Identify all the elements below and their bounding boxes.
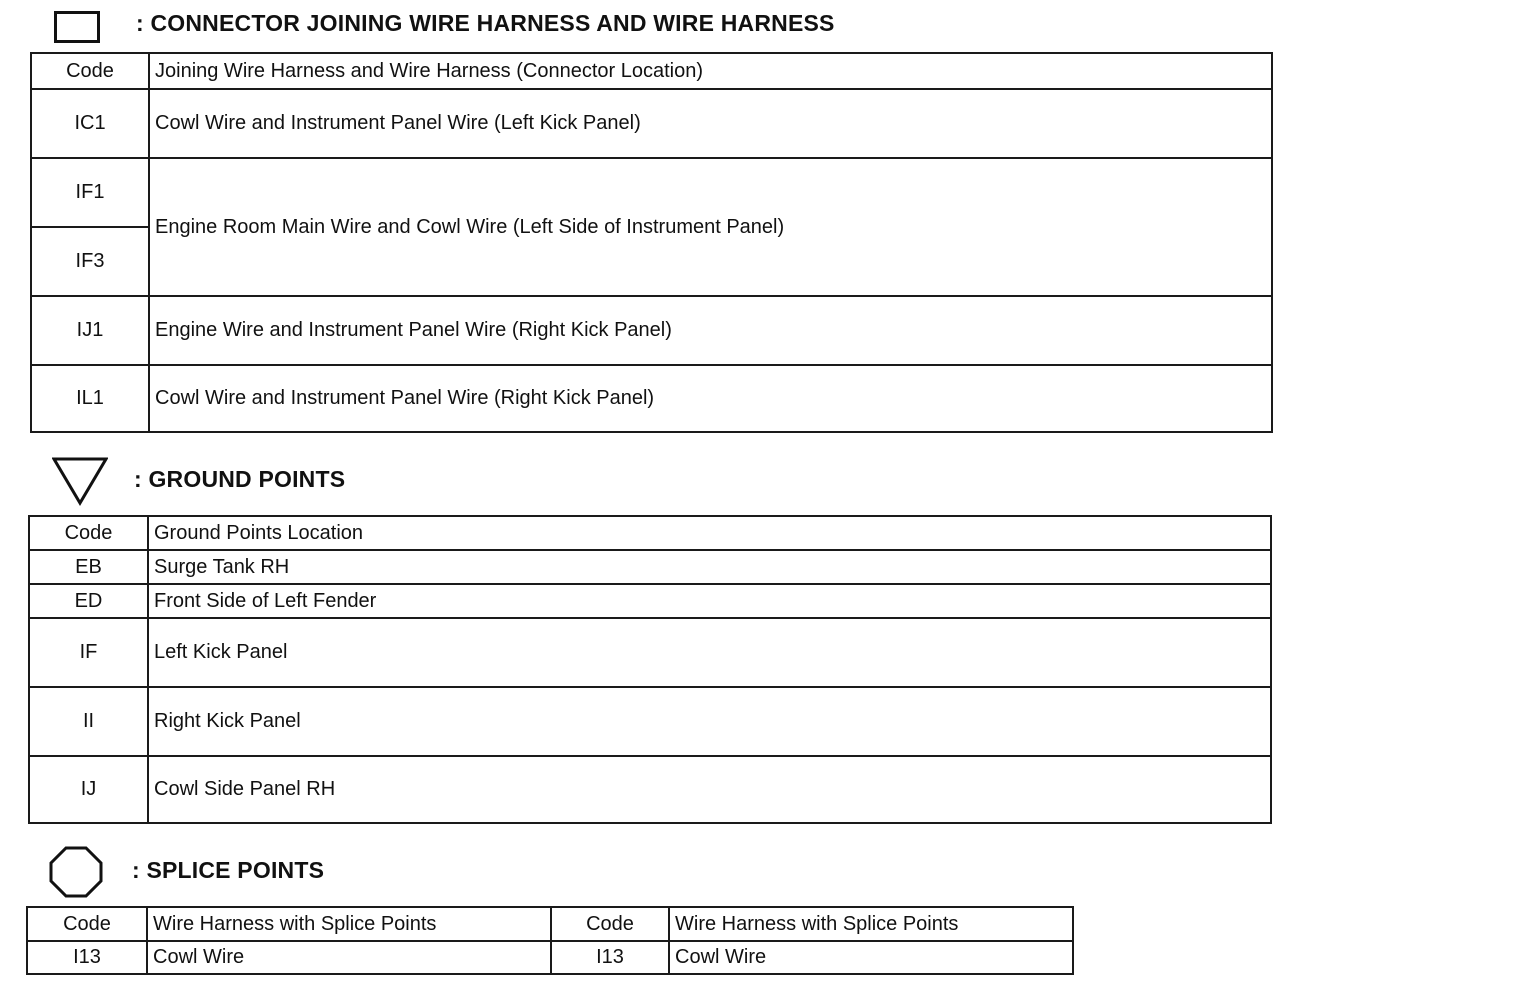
table-header-row bbox=[27, 907, 1073, 941]
code-cell: I13 bbox=[27, 941, 147, 974]
description-cell: Cowl Wire and Instrument Panel Wire (Right Kick Panel) bbox=[149, 365, 1272, 432]
table-row bbox=[27, 941, 1073, 974]
code-cell: IJ bbox=[29, 756, 148, 823]
description-cell: Cowl Wire and Instrument Panel Wire (Left Kick Panel) bbox=[149, 89, 1272, 158]
ground-table bbox=[28, 515, 1272, 824]
header-code: Code bbox=[29, 516, 148, 550]
description-cell: Engine Wire and Instrument Panel Wire (Right Kick Panel) bbox=[149, 296, 1272, 365]
description-cell: Surge Tank RH bbox=[148, 550, 1271, 584]
description-cell: Right Kick Panel bbox=[148, 687, 1271, 756]
description-cell: Cowl Wire bbox=[147, 941, 551, 974]
table-row bbox=[31, 89, 1272, 158]
table-row bbox=[29, 584, 1271, 618]
header-code: Code bbox=[31, 53, 149, 89]
splice-table bbox=[26, 906, 1074, 975]
triangle-down-icon bbox=[52, 456, 108, 506]
description-cell: Cowl Side Panel RH bbox=[148, 756, 1271, 823]
table-row bbox=[31, 365, 1272, 432]
code-cell: II bbox=[29, 687, 148, 756]
code-cell: EB bbox=[29, 550, 148, 584]
table-row bbox=[31, 158, 1272, 227]
square-icon bbox=[54, 11, 100, 43]
ground-section-title: : GROUND POINTS bbox=[134, 466, 346, 492]
header-description: Wire Harness with Splice Points bbox=[147, 907, 551, 941]
code-cell: IJ1 bbox=[31, 296, 149, 365]
code-cell: IC1 bbox=[31, 89, 149, 158]
description-cell: Cowl Wire bbox=[669, 941, 1073, 974]
table-row bbox=[31, 296, 1272, 365]
code-cell: IF3 bbox=[31, 227, 149, 296]
table-row bbox=[29, 618, 1271, 687]
table-header-row bbox=[29, 516, 1271, 550]
table-row bbox=[29, 550, 1271, 584]
header-code: Code bbox=[27, 907, 147, 941]
code-cell: IL1 bbox=[31, 365, 149, 432]
code-cell: IF bbox=[29, 618, 148, 687]
header-code: Code bbox=[551, 907, 669, 941]
connector-table bbox=[30, 52, 1273, 433]
header-description: Wire Harness with Splice Points bbox=[669, 907, 1073, 941]
table-row bbox=[29, 756, 1271, 823]
connector-section-title: : CONNECTOR JOINING WIRE HARNESS AND WIRE HARNESS bbox=[136, 10, 835, 36]
table-header-row bbox=[31, 53, 1272, 89]
description-cell: Front Side of Left Fender bbox=[148, 584, 1271, 618]
header-description: Ground Points Location bbox=[148, 516, 1271, 550]
octagon-icon bbox=[48, 846, 104, 898]
splice-section-title: : SPLICE POINTS bbox=[132, 857, 325, 883]
table-row bbox=[29, 687, 1271, 756]
description-cell: Left Kick Panel bbox=[148, 618, 1271, 687]
code-cell: ED bbox=[29, 584, 148, 618]
code-cell: IF1 bbox=[31, 158, 149, 227]
header-description: Joining Wire Harness and Wire Harness (Connector Location) bbox=[149, 53, 1272, 89]
description-cell: Engine Room Main Wire and Cowl Wire (Left Side of Instrument Panel) bbox=[149, 158, 1272, 296]
code-cell: I13 bbox=[551, 941, 669, 974]
